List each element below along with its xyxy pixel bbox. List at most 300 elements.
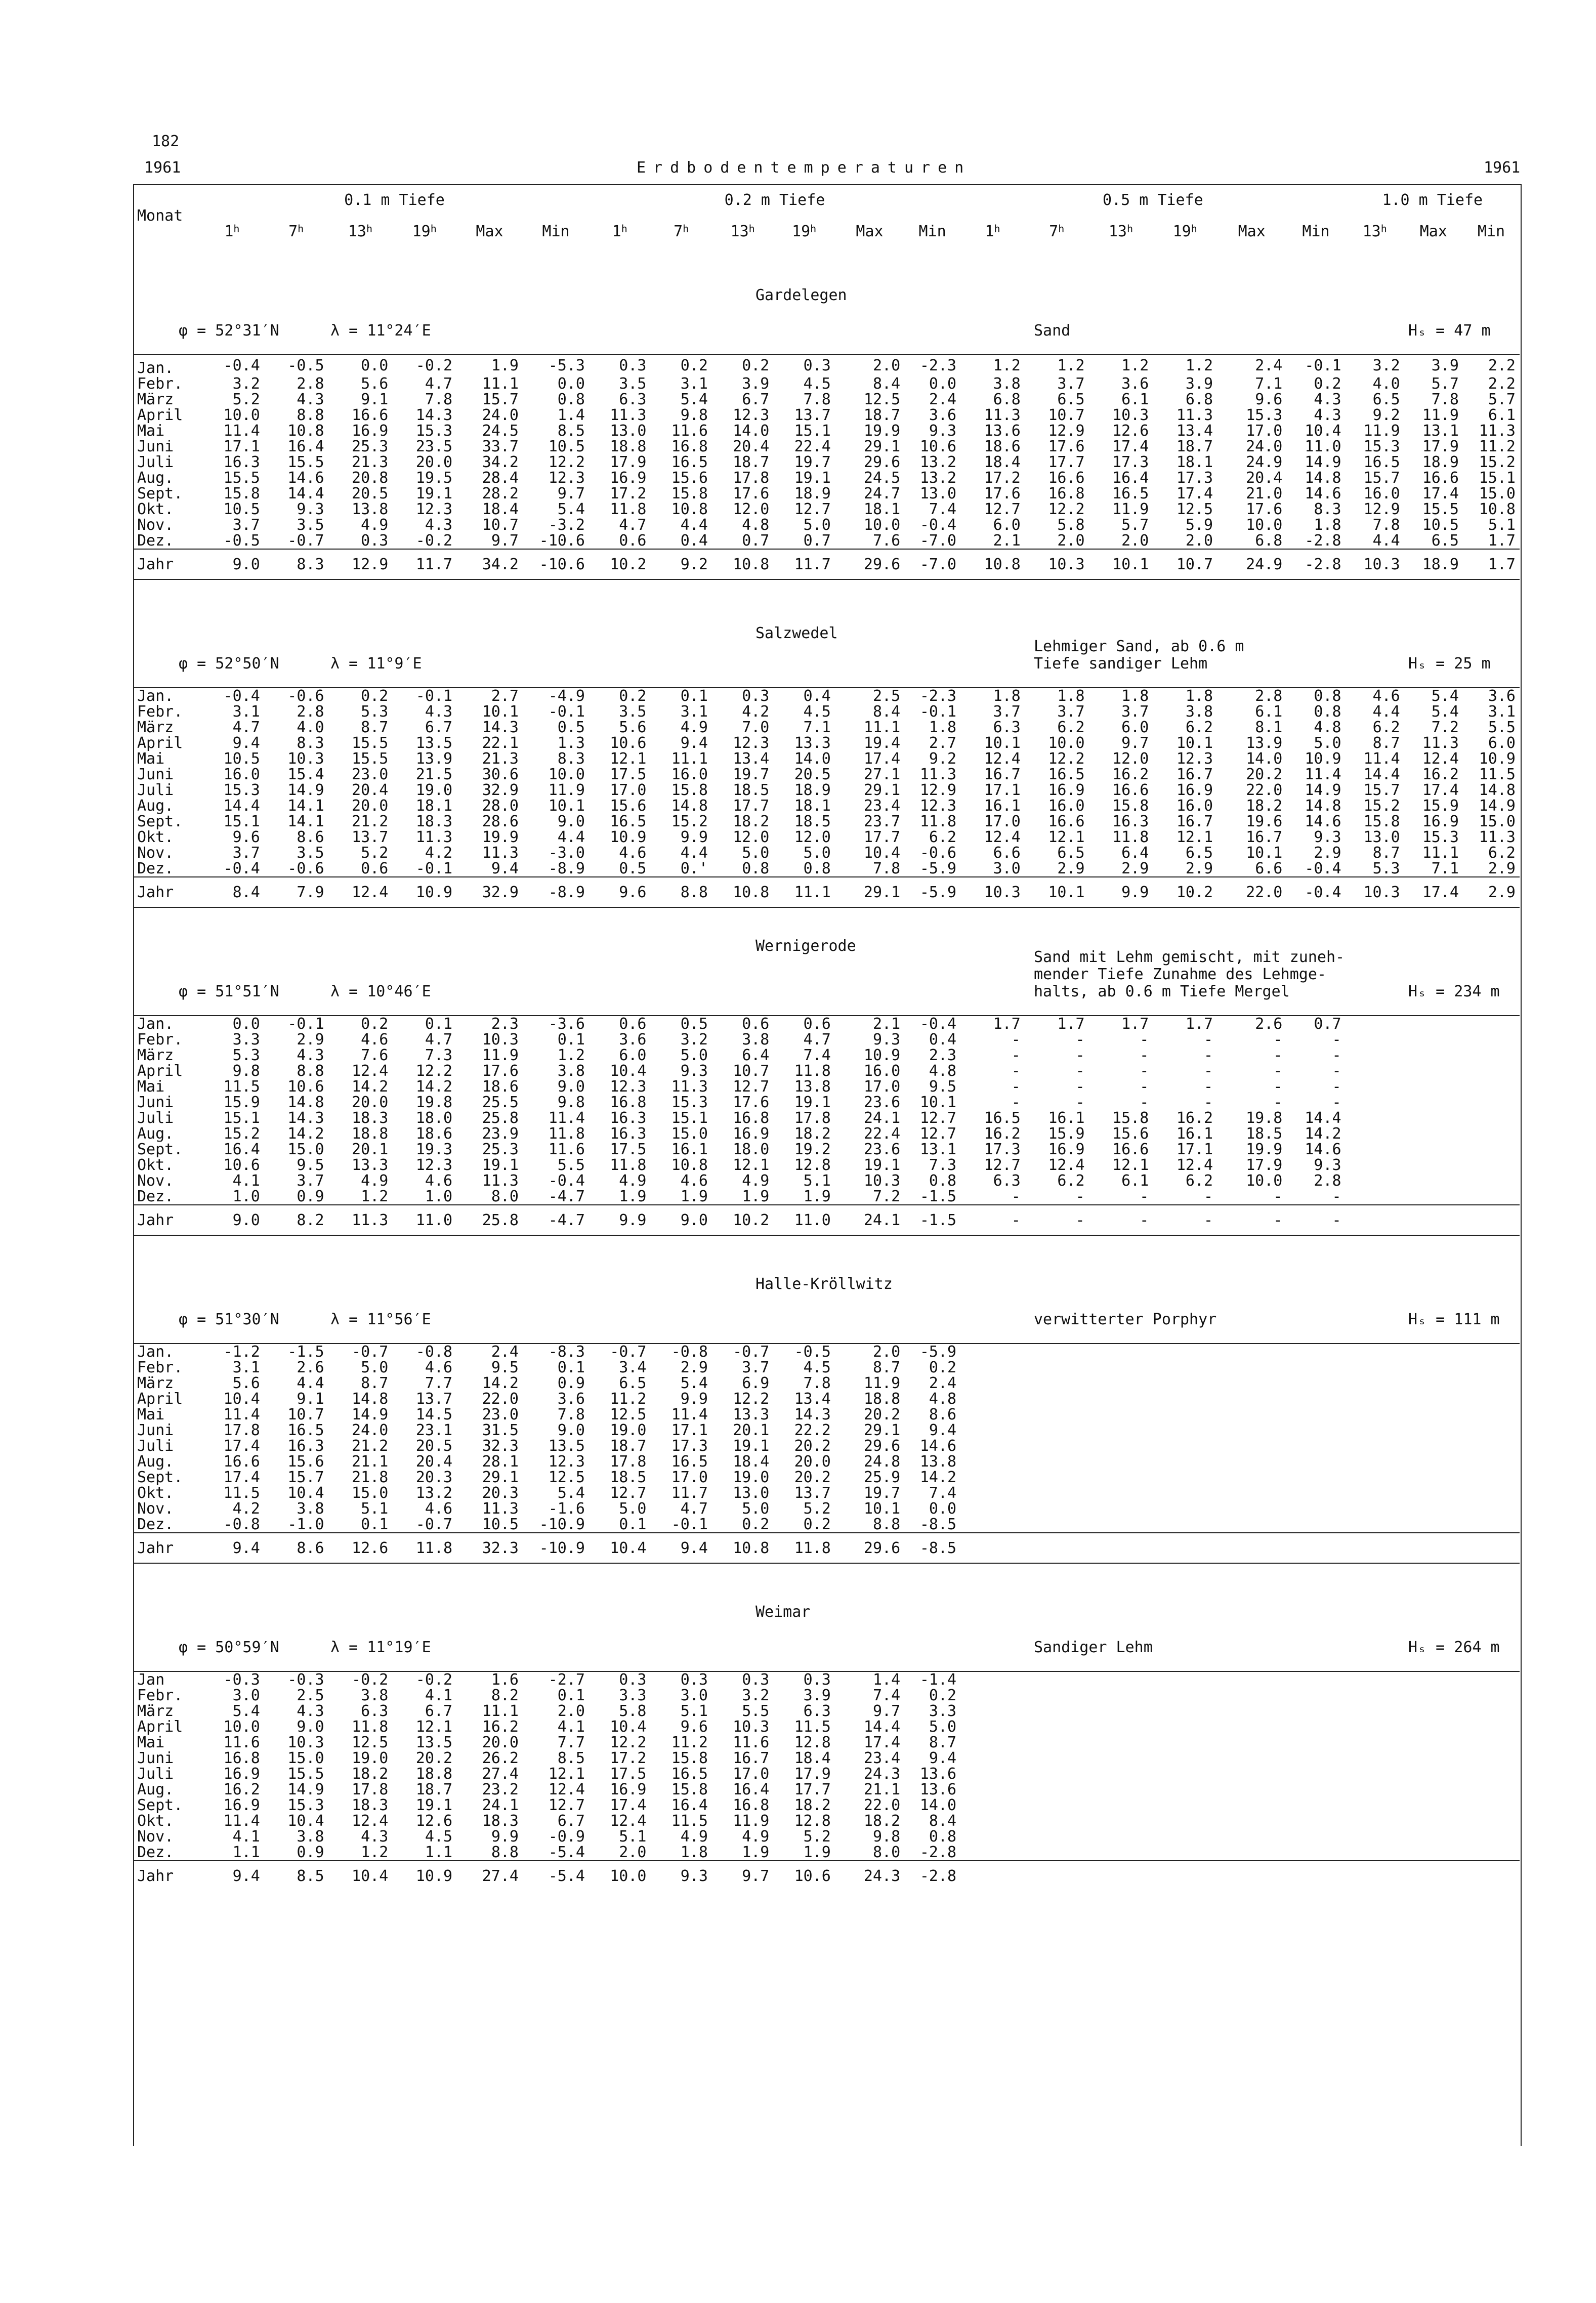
value-cell: 6.7 xyxy=(742,392,770,407)
value-cell: 9.2 xyxy=(1372,407,1400,423)
value-cell: 8.0 xyxy=(491,1189,519,1205)
value-cell: 1.8 xyxy=(1314,517,1341,533)
header-depth-01: 0.1 m Tiefe xyxy=(344,191,445,209)
station-header xyxy=(133,907,1520,1016)
value-cell: 2.3 xyxy=(491,1016,519,1032)
value-cell: - xyxy=(1011,1189,1021,1205)
value-cell: 17.4 xyxy=(610,1797,647,1813)
value-cell: 25.3 xyxy=(482,1142,519,1157)
value-cell: -0.4 xyxy=(548,1173,585,1189)
value-cell: -1.5 xyxy=(919,1189,957,1205)
value-cell: 15.2 xyxy=(671,814,708,829)
value-cell xyxy=(1463,1517,1520,1533)
value-cell: 4.7 xyxy=(425,376,453,392)
value-cell xyxy=(1153,1422,1217,1438)
value-cell: 8.8 xyxy=(297,1063,324,1079)
value-cell xyxy=(1463,1079,1520,1095)
month-row xyxy=(133,1438,1520,1454)
value-cell xyxy=(1346,1517,1404,1533)
value-cell: 15.5 xyxy=(1422,501,1459,517)
value-cell: 7.4 xyxy=(803,1048,831,1063)
value-cell: 15.0 xyxy=(1479,486,1516,501)
value-cell: 1.8 xyxy=(1057,688,1085,704)
value-cell: 10.2 xyxy=(712,1205,773,1235)
value-cell: 2.9 xyxy=(680,1360,708,1375)
value-cell: 20.0 xyxy=(352,798,389,814)
value-cell: 11.8 xyxy=(352,1719,389,1735)
value-cell: 13.6 xyxy=(919,1766,957,1782)
value-cell xyxy=(1463,1205,1520,1235)
station-latitude: φ = 52°50′N xyxy=(179,655,279,673)
header-monat: Monat xyxy=(137,206,183,225)
value-cell xyxy=(960,1766,1025,1782)
value-cell: 6.3 xyxy=(361,1703,389,1719)
value-cell: 5.1 xyxy=(361,1501,389,1517)
value-cell xyxy=(1153,1750,1217,1766)
value-cell: 11.3 xyxy=(482,1173,519,1189)
value-cell: 21.1 xyxy=(352,1454,389,1470)
value-cell: 12.3 xyxy=(919,798,957,814)
value-cell xyxy=(1217,1375,1286,1391)
value-cell: 20.4 xyxy=(415,1454,453,1470)
value-cell xyxy=(1217,1360,1286,1375)
value-cell: 14.8 xyxy=(352,1391,389,1407)
value-cell: 21.0 xyxy=(1246,486,1283,501)
value-cell: 8.2 xyxy=(491,1688,519,1703)
value-cell: 21.5 xyxy=(415,767,453,782)
month-label: Aug. xyxy=(137,470,174,486)
value-cell: 7.4 xyxy=(872,1688,901,1703)
value-cell: 9.0 xyxy=(650,1205,711,1235)
value-cell xyxy=(1089,1845,1153,1861)
month-row xyxy=(133,1032,1520,1048)
value-cell: 5.4 xyxy=(557,501,585,517)
value-cell xyxy=(1404,1766,1463,1782)
value-cell: - xyxy=(1273,1032,1283,1048)
value-cell: 21.3 xyxy=(482,751,519,767)
value-cell: 4.1 xyxy=(232,1173,260,1189)
value-cell: 19.9 xyxy=(482,829,519,845)
value-cell: 17.7 xyxy=(794,1782,831,1797)
value-cell: 19.6 xyxy=(1246,814,1283,829)
month-row xyxy=(133,1454,1520,1470)
value-cell: 18.2 xyxy=(1246,798,1283,814)
value-cell: -0.7 xyxy=(352,1344,389,1360)
value-cell xyxy=(1463,1501,1520,1517)
value-cell xyxy=(1404,1533,1463,1563)
value-cell xyxy=(1153,1407,1217,1422)
value-cell xyxy=(1089,1688,1153,1703)
value-cell: 29.1 xyxy=(863,1422,901,1438)
value-cell: 4.1 xyxy=(232,1829,260,1845)
value-cell: 5.4 xyxy=(232,1703,260,1719)
value-cell: 14.3 xyxy=(482,720,519,735)
value-cell: -5.3 xyxy=(548,357,585,374)
value-cell: 18.8 xyxy=(415,1766,453,1782)
month-label: Jan. xyxy=(137,1016,174,1032)
value-cell: 15.0 xyxy=(287,1142,324,1157)
value-cell: 23.0 xyxy=(482,1407,519,1422)
value-cell: 16.9 xyxy=(1422,814,1459,829)
value-cell: 7.3 xyxy=(929,1157,957,1173)
value-cell xyxy=(960,1485,1025,1501)
value-cell: 18.2 xyxy=(352,1766,389,1782)
value-cell: 0.3 xyxy=(361,533,389,549)
value-cell: 0.6 xyxy=(619,533,647,549)
month-row xyxy=(133,1797,1520,1813)
value-cell: 8.7 xyxy=(361,720,389,735)
month-row xyxy=(133,501,1520,517)
value-cell: 12.4 xyxy=(984,751,1021,767)
month-label: Okt. xyxy=(137,829,174,845)
value-cell: 6.7 xyxy=(425,1703,453,1719)
value-cell: 11.7 xyxy=(392,549,456,579)
value-cell: 2.7 xyxy=(929,735,957,751)
value-cell: 27.4 xyxy=(482,1766,519,1782)
value-cell xyxy=(1286,1766,1345,1782)
value-cell: 0.1 xyxy=(361,1517,389,1533)
value-cell xyxy=(1217,1688,1286,1703)
value-cell xyxy=(1089,1375,1153,1391)
value-cell: 3.5 xyxy=(297,517,324,533)
value-cell: 11.0 xyxy=(773,1205,834,1235)
value-cell: 6.0 xyxy=(993,517,1021,533)
value-cell: 2.5 xyxy=(872,688,901,704)
value-cell: - xyxy=(1332,1032,1341,1048)
value-cell: 16.0 xyxy=(1048,798,1085,814)
value-cell: 25.3 xyxy=(352,439,389,454)
value-cell: 10.9 xyxy=(610,829,647,845)
value-cell xyxy=(1286,1485,1345,1501)
value-cell: 16.9 xyxy=(610,470,647,486)
value-cell: 15.7 xyxy=(1363,782,1400,798)
value-cell: 11.9 xyxy=(1422,407,1459,423)
value-cell xyxy=(1404,1360,1463,1375)
value-cell: 0.8 xyxy=(1314,704,1341,720)
value-cell: 12.0 xyxy=(733,829,770,845)
value-cell: 17.2 xyxy=(610,1750,647,1766)
value-cell: - xyxy=(1153,1205,1217,1235)
value-cell xyxy=(1463,1485,1520,1501)
value-cell xyxy=(1025,1407,1089,1422)
value-cell: 19.1 xyxy=(794,1095,831,1110)
value-cell: 2.2 xyxy=(1488,376,1516,392)
value-cell: 13.5 xyxy=(415,1735,453,1750)
value-cell: 21.2 xyxy=(352,1438,389,1454)
value-cell: 15.8 xyxy=(223,486,260,501)
value-cell: 2.4 xyxy=(491,1344,519,1360)
value-cell: 7.8 xyxy=(803,392,831,407)
value-cell: -8.9 xyxy=(548,861,585,877)
value-cell: 5.4 xyxy=(680,1375,708,1391)
value-cell xyxy=(1025,1813,1089,1829)
value-cell xyxy=(1025,1391,1089,1407)
value-cell xyxy=(1463,1813,1520,1829)
value-cell: 3.5 xyxy=(297,845,324,861)
value-cell: 9.3 xyxy=(872,1032,901,1048)
value-cell: 10.4 xyxy=(287,1485,324,1501)
month-row xyxy=(133,392,1520,407)
value-cell: 1.9 xyxy=(680,1189,708,1205)
value-cell: 17.9 xyxy=(794,1766,831,1782)
value-cell: 12.9 xyxy=(1363,501,1400,517)
value-cell: 16.7 xyxy=(1176,814,1213,829)
value-cell: 9.3 xyxy=(1314,829,1341,845)
header-max: Max xyxy=(1238,222,1266,240)
value-cell: -0.4 xyxy=(919,1016,957,1032)
value-cell: 19.5 xyxy=(415,470,453,486)
station-soil: verwitterter Porphyr xyxy=(1034,1311,1217,1328)
value-cell xyxy=(1089,1391,1153,1407)
value-cell: 1.6 xyxy=(491,1671,519,1688)
month-label: Dez. xyxy=(137,861,174,877)
value-cell: 11.4 xyxy=(671,1407,708,1422)
value-cell: 3.4 xyxy=(619,1360,647,1375)
month-label: Jan. xyxy=(137,359,174,376)
station-longitude: λ = 11°24′E xyxy=(330,322,431,340)
value-cell xyxy=(1346,1688,1404,1703)
value-cell xyxy=(1286,1407,1345,1422)
value-cell xyxy=(1089,1813,1153,1829)
value-cell: 10.4 xyxy=(863,845,901,861)
value-cell: 11.6 xyxy=(548,1142,585,1157)
value-cell: 12.3 xyxy=(415,1157,453,1173)
value-cell: 8.1 xyxy=(1255,720,1283,735)
value-cell: 15.0 xyxy=(287,1750,324,1766)
value-cell xyxy=(1025,1344,1089,1360)
station-soil: halts, ab 0.6 m Tiefe Mergel xyxy=(1034,983,1290,1000)
value-cell: 16.8 xyxy=(1048,486,1085,501)
value-cell xyxy=(1463,1766,1520,1782)
value-cell xyxy=(1153,1703,1217,1719)
value-cell: 18.5 xyxy=(794,814,831,829)
value-cell xyxy=(1025,1375,1089,1391)
value-cell: 7.0 xyxy=(742,720,770,735)
month-label: Jan. xyxy=(137,1344,174,1360)
value-cell xyxy=(1089,1344,1153,1360)
value-cell xyxy=(960,1517,1025,1533)
station-latitude: φ = 52°31′N xyxy=(179,322,279,340)
value-cell: 11.3 xyxy=(671,1079,708,1095)
month-label: Okt. xyxy=(137,1485,174,1501)
value-cell: 7.8 xyxy=(1372,517,1400,533)
value-cell: 14.1 xyxy=(287,814,324,829)
value-cell xyxy=(1463,1861,1520,1891)
month-row xyxy=(133,688,1520,704)
value-cell: - xyxy=(1140,1063,1149,1079)
value-cell: 17.0 xyxy=(671,1470,708,1485)
value-cell: 12.2 xyxy=(733,1391,770,1407)
month-label: Juni xyxy=(137,1750,174,1766)
value-cell: 17.8 xyxy=(223,1422,260,1438)
value-cell: 10.6 xyxy=(773,1861,834,1891)
value-cell: 10.9 xyxy=(1305,751,1341,767)
value-cell: - xyxy=(1089,1205,1153,1235)
header-hour-13: 13$^h$ xyxy=(1108,222,1133,240)
value-cell xyxy=(1089,1501,1153,1517)
value-cell xyxy=(1217,1391,1286,1407)
value-cell: 2.0 xyxy=(557,1703,585,1719)
value-cell: 3.3 xyxy=(232,1032,260,1048)
value-cell: 6.1 xyxy=(1255,704,1283,720)
value-cell: 10.3 xyxy=(1025,549,1089,579)
value-cell: 16.9 xyxy=(223,1797,260,1813)
value-cell: 18.5 xyxy=(610,1470,647,1485)
value-cell: -3.0 xyxy=(548,845,585,861)
value-cell: 20.3 xyxy=(415,1470,453,1485)
value-cell: 11.1 xyxy=(482,1703,519,1719)
value-cell xyxy=(1404,1671,1463,1688)
value-cell: 16.5 xyxy=(671,1454,708,1470)
value-cell xyxy=(960,1782,1025,1797)
value-cell: 24.9 xyxy=(1246,454,1283,470)
station-altitude: Hₛ = 47 m xyxy=(1408,322,1491,340)
value-cell: -0.8 xyxy=(415,1344,453,1360)
value-cell: 11.9 xyxy=(548,782,585,798)
value-cell: 3.3 xyxy=(619,1688,647,1703)
month-row xyxy=(133,1750,1520,1766)
value-cell: 16.6 xyxy=(1112,1142,1149,1157)
value-cell: 17.6 xyxy=(733,486,770,501)
value-cell: 3.6 xyxy=(1488,688,1516,704)
value-cell: -0.5 xyxy=(287,357,324,374)
value-cell: 13.3 xyxy=(352,1157,389,1173)
value-cell xyxy=(1025,1671,1089,1688)
value-cell: 15.8 xyxy=(671,486,708,501)
value-cell: 4.2 xyxy=(232,1501,260,1517)
value-cell: 5.2 xyxy=(232,392,260,407)
value-cell: 9.0 xyxy=(557,1422,585,1438)
value-cell: 8.8 xyxy=(650,877,711,907)
value-cell: -10.6 xyxy=(539,533,585,549)
value-cell: 2.3 xyxy=(929,1048,957,1063)
value-cell: 4.9 xyxy=(680,1829,708,1845)
value-cell: 2.5 xyxy=(297,1688,324,1703)
value-cell: 18.1 xyxy=(415,798,453,814)
value-cell xyxy=(1404,1205,1463,1235)
value-cell: - xyxy=(1075,1079,1085,1095)
value-cell: 14.1 xyxy=(287,798,324,814)
value-cell: 10.3 xyxy=(960,877,1025,907)
value-cell: 1.9 xyxy=(742,1189,770,1205)
value-cell: 11.1 xyxy=(671,751,708,767)
value-cell: 11.2 xyxy=(671,1735,708,1750)
value-cell: 18.4 xyxy=(733,1454,770,1470)
value-cell: 10.8 xyxy=(287,423,324,439)
value-cell: 25.8 xyxy=(482,1110,519,1126)
value-cell xyxy=(1463,1735,1520,1750)
value-cell: 10.9 xyxy=(863,1048,901,1063)
month-row xyxy=(133,533,1520,549)
value-cell: 0.2 xyxy=(361,1016,389,1032)
value-cell: 0.9 xyxy=(297,1845,324,1861)
value-cell: 3.9 xyxy=(803,1688,831,1703)
value-cell: 8.3 xyxy=(1314,501,1341,517)
value-cell xyxy=(1346,1110,1404,1126)
value-cell: 14.0 xyxy=(919,1797,957,1813)
value-cell: 22.0 xyxy=(1217,877,1286,907)
month-row xyxy=(133,1079,1520,1095)
value-cell xyxy=(1286,1735,1345,1750)
value-cell: 6.6 xyxy=(1255,861,1283,877)
value-cell xyxy=(1025,1797,1089,1813)
value-cell: 3.6 xyxy=(929,407,957,423)
value-cell xyxy=(1153,1391,1217,1407)
value-cell: 11.4 xyxy=(223,1813,260,1829)
value-cell: 6.2 xyxy=(1057,720,1085,735)
value-cell: 0.5 xyxy=(619,861,647,877)
value-cell xyxy=(1217,1438,1286,1454)
month-label: Dez. xyxy=(137,1517,174,1533)
value-cell xyxy=(1463,1157,1520,1173)
value-cell: 5.0 xyxy=(929,1719,957,1735)
value-cell: 2.2 xyxy=(1488,357,1516,374)
value-cell: 15.7 xyxy=(1363,470,1400,486)
value-cell: 2.9 xyxy=(1057,861,1085,877)
value-cell: 7.1 xyxy=(1255,376,1283,392)
value-cell xyxy=(1089,1703,1153,1719)
value-cell: 1.9 xyxy=(803,1845,831,1861)
value-cell: 18.4 xyxy=(482,501,519,517)
value-cell: 28.1 xyxy=(482,1454,519,1470)
value-cell: -0.2 xyxy=(352,1671,389,1688)
value-cell: 12.5 xyxy=(548,1470,585,1485)
value-cell xyxy=(1153,1375,1217,1391)
value-cell: -0.1 xyxy=(548,704,585,720)
soil-temperature-table xyxy=(133,184,1520,1926)
value-cell xyxy=(1404,1142,1463,1157)
value-cell: 16.4 xyxy=(223,1142,260,1157)
value-cell: 12.4 xyxy=(1176,1157,1213,1173)
value-cell: -1.0 xyxy=(287,1517,324,1533)
value-cell: 0.7 xyxy=(1314,1016,1341,1032)
value-cell: 9.7 xyxy=(1121,735,1149,751)
value-cell: 14.0 xyxy=(794,751,831,767)
month-label: April xyxy=(137,407,183,423)
value-cell: 17.9 xyxy=(1422,439,1459,454)
value-cell xyxy=(1153,1735,1217,1750)
value-cell xyxy=(960,1470,1025,1485)
value-cell: -0.1 xyxy=(671,1517,708,1533)
value-cell xyxy=(1089,1750,1153,1766)
month-label: Jahr xyxy=(133,877,200,907)
value-cell: 3.6 xyxy=(619,1032,647,1048)
month-row xyxy=(133,454,1520,470)
value-cell: 15.5 xyxy=(223,470,260,486)
value-cell: 10.3 xyxy=(863,1173,901,1189)
month-row xyxy=(133,376,1520,392)
value-cell: 4.6 xyxy=(425,1501,453,1517)
value-cell xyxy=(1346,1422,1404,1438)
value-cell: - xyxy=(1075,1048,1085,1063)
value-cell: 17.5 xyxy=(610,1142,647,1157)
value-cell: 10.0 xyxy=(223,1719,260,1735)
value-cell: 11.4 xyxy=(1305,767,1341,782)
value-cell: 17.5 xyxy=(610,1766,647,1782)
station-latitude: φ = 50°59′N xyxy=(179,1639,279,1656)
value-cell: -0.1 xyxy=(415,861,453,877)
value-cell: 19.8 xyxy=(415,1095,453,1110)
value-cell: 5.9 xyxy=(1185,517,1213,533)
value-cell: 13.0 xyxy=(1363,829,1400,845)
year-row xyxy=(133,877,1520,907)
value-cell: 11.5 xyxy=(223,1079,260,1095)
month-row xyxy=(133,1391,1520,1407)
value-cell: 24.0 xyxy=(352,1422,389,1438)
value-cell: 6.2 xyxy=(1185,720,1213,735)
month-label: Dez. xyxy=(137,1189,174,1205)
value-cell: 3.8 xyxy=(297,1501,324,1517)
